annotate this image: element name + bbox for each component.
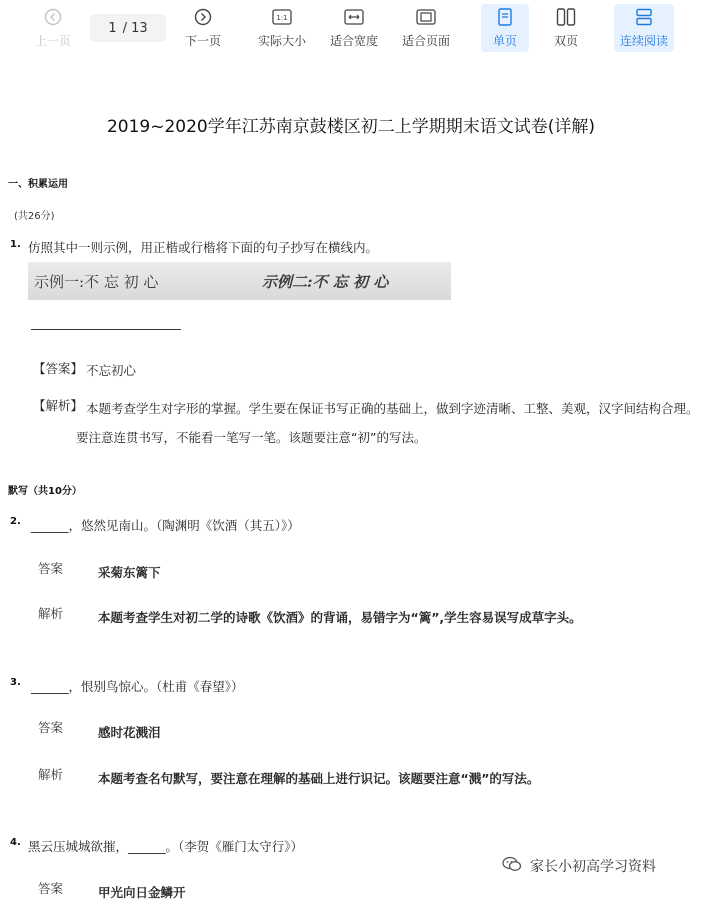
analysis-label: 解析 [38,606,64,621]
continuous-read-icon [635,4,653,30]
total-pages: / 13 [122,20,148,36]
section-score: (共26分) [14,211,55,222]
analysis-text: 要注意连贯书写，不能看一笔写一笔。该题要注意“初”的写法。 [76,430,427,445]
continuous-read-button[interactable]: 连续阅读 [614,4,674,52]
chevron-right-circle-icon [194,4,212,30]
svg-text:1:1: 1:1 [276,14,288,22]
wechat-icon [502,856,522,876]
fit-width-icon [344,4,364,30]
answer-text: 感时花溅泪 [98,725,161,740]
question-text: 黑云压城城欲摧，______。（李贺《雁门太守行》） [28,839,304,854]
sample-one: 示例一:不 忘 初 心 [34,272,159,291]
answer-text: 不忘初心 [86,363,137,378]
question-text: ______，悠然见南山。（陶渊明《饮酒（其五）》） [31,518,300,533]
answer-text: 采菊东篱下 [98,565,161,580]
question-number: 2. [10,516,21,527]
sample-two: 示例二:不 忘 初 心 [262,272,389,291]
document-page [0,56,702,899]
chevron-left-circle-icon [44,4,62,30]
analysis-text: 本题考查学生对字形的掌握。学生要在保证书写正确的基础上，做到字迹清晰、工整、美观，汉字间结构合理。 [86,401,699,416]
double-page-button[interactable]: 双页 [542,4,590,52]
handwriting-sample-image [28,262,451,300]
prev-page-button[interactable]: 上一页 [30,4,76,52]
double-page-icon [556,4,576,30]
answer-blank-line [31,329,181,330]
next-page-button[interactable]: 下一页 [180,4,226,52]
analysis-label: 【解析】 [33,398,84,413]
answer-label: 【答案】 [33,361,84,376]
document-title: 2019~2020学年江苏南京鼓楼区初二上学期期末语文试卷(详解) [106,117,596,137]
analysis-text: 本题考查名句默写，要注意在理解的基础上进行识记。该题要注意“溅”的写法。 [98,771,540,786]
watermark-text: 家长小初高学习资料 [530,859,656,875]
current-page: 1 [108,20,117,36]
question-number: 4. [10,837,21,848]
answer-label: 答案 [38,561,64,576]
actual-size-icon [272,4,292,30]
section-heading: 一、积累运用 [8,179,68,190]
section-heading: 默写（共10分） [8,486,82,497]
fit-page-icon [416,4,436,30]
question-text: 仿照其中一则示例，用正楷或行楷将下面的句子抄写在横线内。 [28,240,379,255]
answer-label: 答案 [38,881,64,896]
fit-width-button[interactable]: 适合宽度 [326,4,382,52]
actual-size-button[interactable]: 1:1 实际大小 [254,4,310,52]
question-text: ______，恨别鸟惊心。（杜甫《春望》） [31,679,244,694]
question-number: 3. [10,677,21,688]
page-number-input[interactable] [90,14,166,42]
analysis-text: 本题考查学生对初二学的诗歌《饮酒》的背诵，易错字为“篱”,学生容易误写成草字头。 [98,610,582,625]
single-page-icon [497,4,513,30]
fit-page-button[interactable]: 适合页面 [398,4,454,52]
single-page-button[interactable]: 单页 [481,4,529,52]
analysis-label: 解析 [38,767,64,782]
wechat-watermark [502,856,656,876]
answer-text: 甲光向日金鳞开 [98,885,186,900]
viewer-toolbar [0,0,702,56]
answer-label: 答案 [38,720,64,735]
question-number: 1. [10,239,21,250]
